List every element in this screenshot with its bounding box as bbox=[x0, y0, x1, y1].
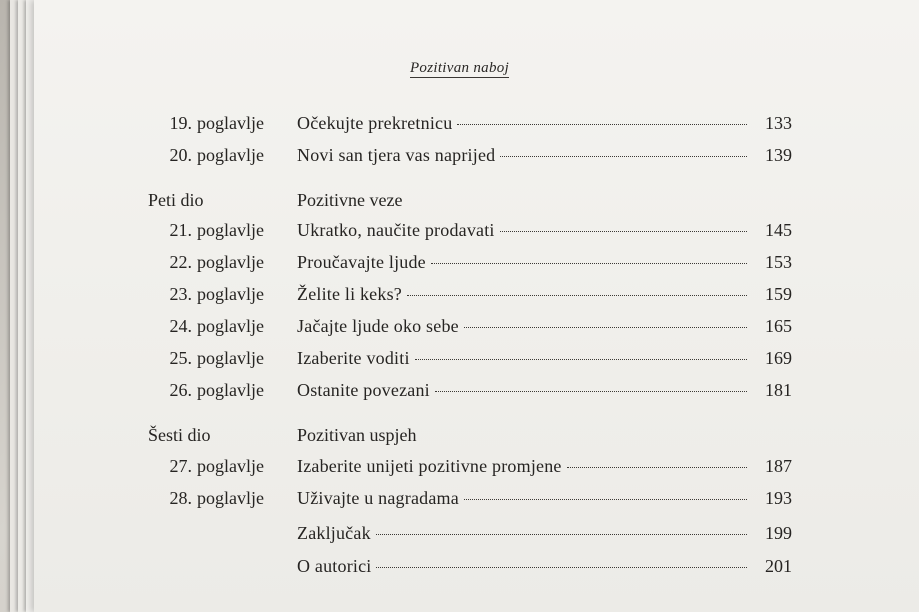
part-heading bbox=[0, 190, 919, 218]
entry-title-line bbox=[297, 316, 747, 337]
chapter-number: 21. bbox=[169, 220, 192, 240]
toc-entry bbox=[0, 488, 919, 516]
chapter-word: poglavlje bbox=[197, 348, 264, 368]
entry-title-line bbox=[297, 348, 747, 369]
toc-entry bbox=[0, 316, 919, 344]
entry-title: Jačajte ljude oko sebe bbox=[297, 316, 459, 336]
toc-entry bbox=[0, 523, 919, 551]
chapter-number: 20. bbox=[169, 145, 192, 165]
chapter-number: 25. bbox=[169, 348, 192, 368]
page-number: 153 bbox=[765, 252, 792, 272]
running-header-title: Pozitivan naboj bbox=[409, 60, 510, 76]
chapter-word: poglavlje bbox=[197, 145, 264, 165]
part-label: Šesti dio bbox=[148, 425, 211, 445]
dot-leader bbox=[376, 534, 747, 535]
toc-entry bbox=[0, 113, 919, 141]
entry-title: Ostanite povezani bbox=[297, 380, 430, 400]
toc-entry bbox=[0, 380, 919, 408]
chapter-number: 22. bbox=[169, 252, 192, 272]
page-number: 133 bbox=[765, 113, 792, 133]
entry-title: Proučavajte ljude bbox=[297, 252, 426, 272]
chapter-number: 27. bbox=[169, 456, 192, 476]
entry-title: Izaberite unijeti pozitivne promjene bbox=[297, 456, 562, 476]
page-number: 187 bbox=[765, 456, 792, 476]
page-number: 193 bbox=[765, 488, 792, 508]
chapter-number: 26. bbox=[169, 380, 192, 400]
part-label: Peti dio bbox=[148, 190, 204, 210]
toc-entry bbox=[0, 220, 919, 248]
entry-title-line bbox=[297, 113, 747, 134]
chapter-word: poglavlje bbox=[197, 456, 264, 476]
page-number: 139 bbox=[765, 145, 792, 165]
chapter-number: 23. bbox=[169, 284, 192, 304]
dot-leader bbox=[464, 327, 747, 328]
entry-title-line bbox=[297, 284, 747, 305]
entry-title-line bbox=[297, 252, 747, 273]
chapter-word: poglavlje bbox=[197, 380, 264, 400]
dot-leader bbox=[464, 499, 747, 500]
entry-title-line bbox=[297, 380, 747, 401]
entry-title-line bbox=[297, 220, 747, 241]
part-title: Pozitivne veze bbox=[297, 190, 403, 210]
part-title: Pozitivan uspjeh bbox=[297, 425, 417, 445]
page-number: 159 bbox=[765, 284, 792, 304]
dot-leader bbox=[415, 359, 747, 360]
entry-title: Ukratko, naučite prodavati bbox=[297, 220, 495, 240]
entry-title: Uživajte u nagradama bbox=[297, 488, 459, 508]
toc-entry bbox=[0, 348, 919, 376]
toc-entry bbox=[0, 284, 919, 312]
dot-leader bbox=[500, 156, 747, 157]
chapter-word: poglavlje bbox=[197, 488, 264, 508]
chapter-number: 28. bbox=[169, 488, 192, 508]
toc-entry bbox=[0, 252, 919, 280]
entry-title-line bbox=[297, 456, 747, 477]
page-number: 169 bbox=[765, 348, 792, 368]
entry-title-line bbox=[297, 488, 747, 509]
chapter-number: 24. bbox=[169, 316, 192, 336]
toc-entry bbox=[0, 556, 919, 584]
dot-leader bbox=[457, 124, 747, 125]
entry-title-line bbox=[297, 523, 747, 544]
entry-title: O autorici bbox=[297, 556, 372, 576]
dot-leader bbox=[431, 263, 747, 264]
page-number: 165 bbox=[765, 316, 792, 336]
chapter-word: poglavlje bbox=[197, 252, 264, 272]
page-number: 181 bbox=[765, 380, 792, 400]
chapter-number: 19. bbox=[169, 113, 192, 133]
dot-leader bbox=[500, 231, 747, 232]
entry-title: Izaberite voditi bbox=[297, 348, 410, 368]
page-number: 199 bbox=[765, 523, 792, 543]
dot-leader bbox=[407, 295, 747, 296]
chapter-word: poglavlje bbox=[197, 284, 264, 304]
entry-title: Novi san tjera vas naprijed bbox=[297, 145, 496, 165]
dot-leader bbox=[567, 467, 747, 468]
dot-leader bbox=[376, 567, 747, 568]
chapter-word: poglavlje bbox=[197, 316, 264, 336]
chapter-word: poglavlje bbox=[197, 113, 264, 133]
entry-title-line bbox=[297, 145, 747, 166]
toc-entry bbox=[0, 145, 919, 173]
page-number: 145 bbox=[765, 220, 792, 240]
entry-title: Očekujte prekretnicu bbox=[297, 113, 453, 133]
entry-title: Zaključak bbox=[297, 523, 371, 543]
page-number: 201 bbox=[765, 556, 792, 576]
entry-title: Želite li keks? bbox=[297, 284, 402, 304]
chapter-word: poglavlje bbox=[197, 220, 264, 240]
dot-leader bbox=[435, 391, 747, 392]
part-heading bbox=[0, 425, 919, 453]
entry-title-line bbox=[297, 556, 747, 577]
toc-entry bbox=[0, 456, 919, 484]
